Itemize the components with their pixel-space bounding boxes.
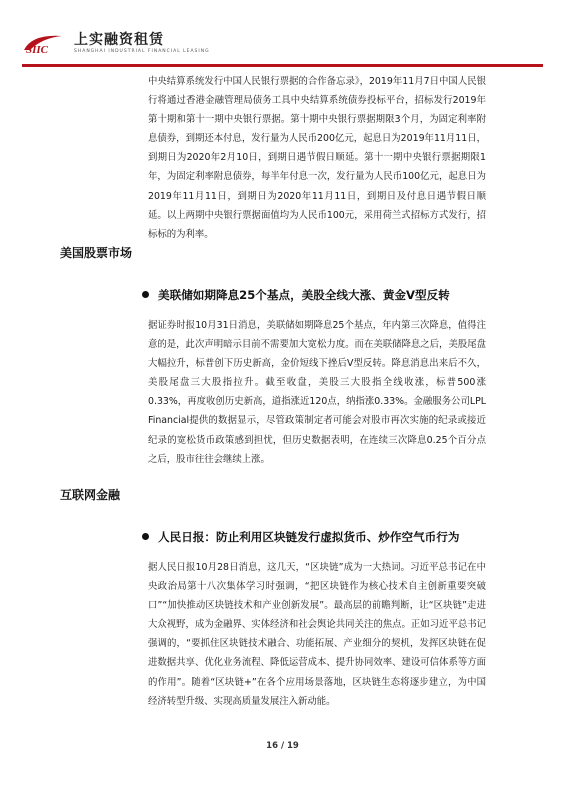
headline-text: 美联储如期降息25个基点，美股全线大涨、黄金V型反转 xyxy=(158,288,450,302)
company-name-en: SHANGHAI INDUSTRIAL FINANCIAL LEASING xyxy=(74,49,210,54)
intro-paragraph: 中央结算系统发行中国人民银行票据的合作备忘录》，2019年11月7日中国人民银行将通过香港金融管理局债务工具中央结算系统债券投标平台，招标发行2019年第十期和第十一期中央银行票据。第十期中央银行票据期限3个月，为固定利率附息债券，到期还本付息，发行量为人民币200亿元，起息日为2019年11月11日，到期日为2020年2月10日，到期日遇节假日顺延。第十一期中央银行票据期限1年，为固定利率附息债券，每半年付息一次，发行量为人民币100亿元，起息日为2019年11月11日，到期日为2020年11月11日，到期日及付息日遇节假日顺延。以上两期中央银行票据面值均为人民币100元，采用荷兰式招标方式发行，招标标的为利率。 xyxy=(148,76,486,240)
siic-logo-icon xyxy=(22,32,66,56)
headline-text: 人民日报：防止利用区块链发行虚拟货币、炒作空气币行为 xyxy=(158,530,460,544)
article-body-us-stocks: 据证券时报10月31日消息，美联储如期降息25个基点，年内第三次降息，值得注意的是，此次声明暗示目前不需要加大宽松力度。而在美联储降息之后，美股尾盘大幅拉升，标普创下历史新高，金价短线下挫后V型反转。降息消息出来后不久，美股尾盘三大股指拉升。截至收盘，美股三大股指全线收涨，标普500涨0.33%，再度收创历史新高，道指涨近120点，纳指涨0.33%。金融服务公司LPL Financial提供的数据显示，尽管政策制定者可能会对股市再次实施的纪录或接近纪录的宽松货币政策感到担忧，但历史数据表明，在连续三次降息0.25个百分点之后，股市往往会继续上涨。 xyxy=(148,320,486,465)
section-title-internet-finance: 互联网金融 xyxy=(60,488,121,502)
logo-mark-text: SIIC xyxy=(26,44,49,56)
bullet-icon xyxy=(142,533,149,540)
headline-internet-finance xyxy=(142,529,459,545)
page-header xyxy=(22,20,547,64)
section-title-us-stocks: 美国股票市场 xyxy=(60,246,133,260)
header-divider xyxy=(22,64,543,67)
bullet-icon xyxy=(142,291,149,298)
company-name-cn: 上实融资租赁 xyxy=(74,32,164,48)
page-number: 16 / 19 xyxy=(266,741,299,751)
headline-us-stocks xyxy=(142,287,450,303)
article-body-internet-finance: 据人民日报10月28日消息，这几天，“区块链”成为一大热词。习近平总书记在中央政治局第十八次集体学习时强调，“把区块链作为核心技术自主创新重要突破口”“加快推动区块链技术和产业创新发展”。最高层的前瞻判断，让“区块链”走进大众视野，成为金融界、实体经济和社会舆论共同关注的焦点。正如习近平总书记强调的，“要抓住区块链技术融合、功能拓展、产业细分的契机，发挥区块链在促进数据共享、优化业务流程、降低运营成本、提升协同效率、建设可信体系等方面的作用”。随着“区块链+”在各个应用场景落地，区块链生态将逐步建立，为中国经济转型升级、实现高质量发展注入新动能。 xyxy=(148,562,486,707)
